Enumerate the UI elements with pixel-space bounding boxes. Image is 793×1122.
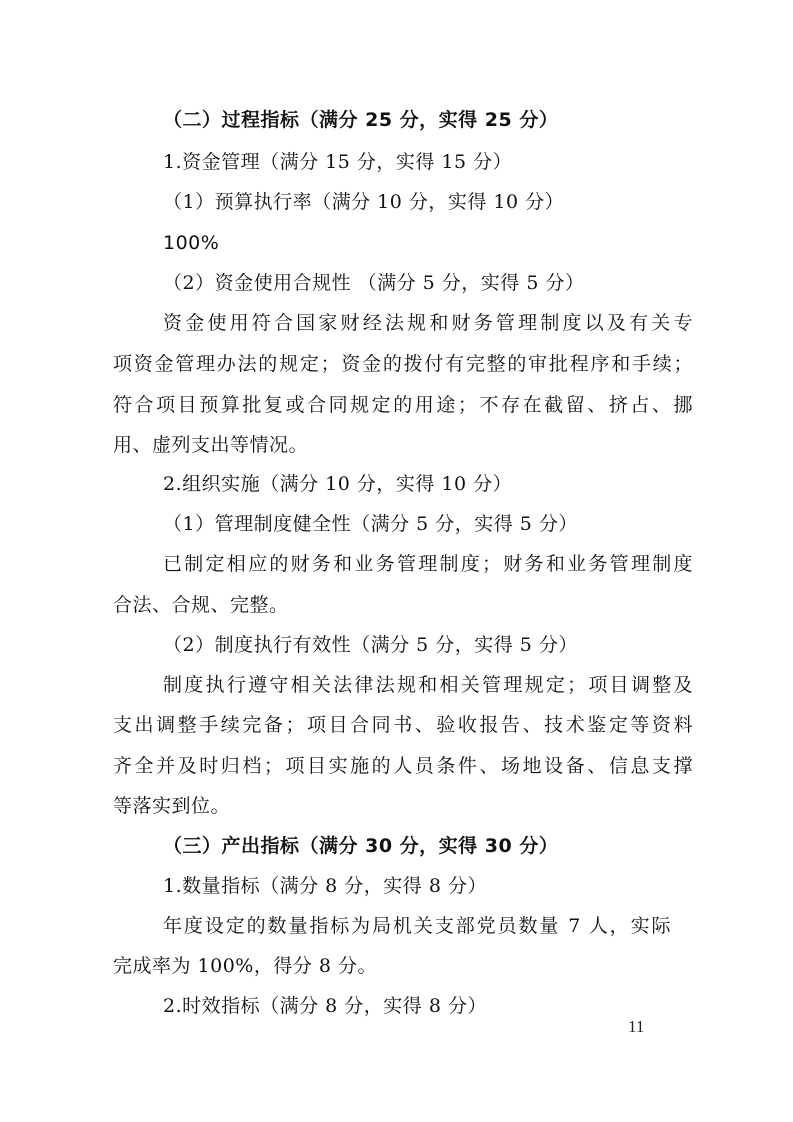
item-budget-execution-rate: （1）预算执行率（满分 10 分，实得 10 分） <box>163 191 565 213</box>
budget-execution-value: 100% <box>163 232 220 254</box>
paragraph-line: 齐全并及时归档；项目实施的人员条件、场地设备、信息支撑 <box>113 755 693 777</box>
paragraph-line: 资金使用符合国家财经法规和财务管理制度以及有关专 <box>163 312 693 334</box>
subheading-organization: 2.组织实施（满分 10 分，实得 10 分） <box>163 473 513 495</box>
item-fund-compliance: （2）资金使用合规性 （满分 5 分，实得 5 分） <box>163 272 585 294</box>
paragraph-line: 完成率为 100%，得分 8 分。 <box>113 955 378 977</box>
paragraph-line: 用、虚列支出等情况。 <box>113 434 309 456</box>
paragraph-line: 合法、合规、完整。 <box>113 594 289 616</box>
subheading-timeliness: 2.时效指标（满分 8 分，实得 8 分） <box>163 995 487 1017</box>
paragraph-line: 年度设定的数量指标为局机关支部党员数量 7 人，实际 <box>163 915 671 937</box>
paragraph-line: 符合项目预算批复或合同规定的用途；不存在截留、挤占、挪 <box>113 394 693 416</box>
section-heading-output: （三）产出指标（满分 30 分，实得 30 分） <box>163 835 559 857</box>
page-number: 11 <box>628 1017 645 1036</box>
subheading-quantity: 1.数量指标（满分 8 分，实得 8 分） <box>163 875 487 897</box>
paragraph-line: 等落实到位。 <box>113 795 231 817</box>
item-system-completeness: （1）管理制度健全性（满分 5 分，实得 5 分） <box>163 513 578 535</box>
paragraph-line: 制度执行遵守相关法律法规和相关管理规定；项目调整及 <box>163 674 693 696</box>
paragraph-line: 支出调整手续完备；项目合同书、验收报告、技术鉴定等资料 <box>113 714 693 736</box>
paragraph-line: 项资金管理办法的规定；资金的拨付有完整的审批程序和手续； <box>113 353 693 375</box>
item-system-effectiveness: （2）制度执行有效性（满分 5 分，实得 5 分） <box>163 634 578 656</box>
section-heading-process: （二）过程指标（满分 25 分，实得 25 分） <box>163 109 559 131</box>
paragraph-line: 已制定相应的财务和业务管理制度；财务和业务管理制度 <box>163 553 693 575</box>
subheading-fund-management: 1.资金管理（满分 15 分，实得 15 分） <box>163 151 513 173</box>
